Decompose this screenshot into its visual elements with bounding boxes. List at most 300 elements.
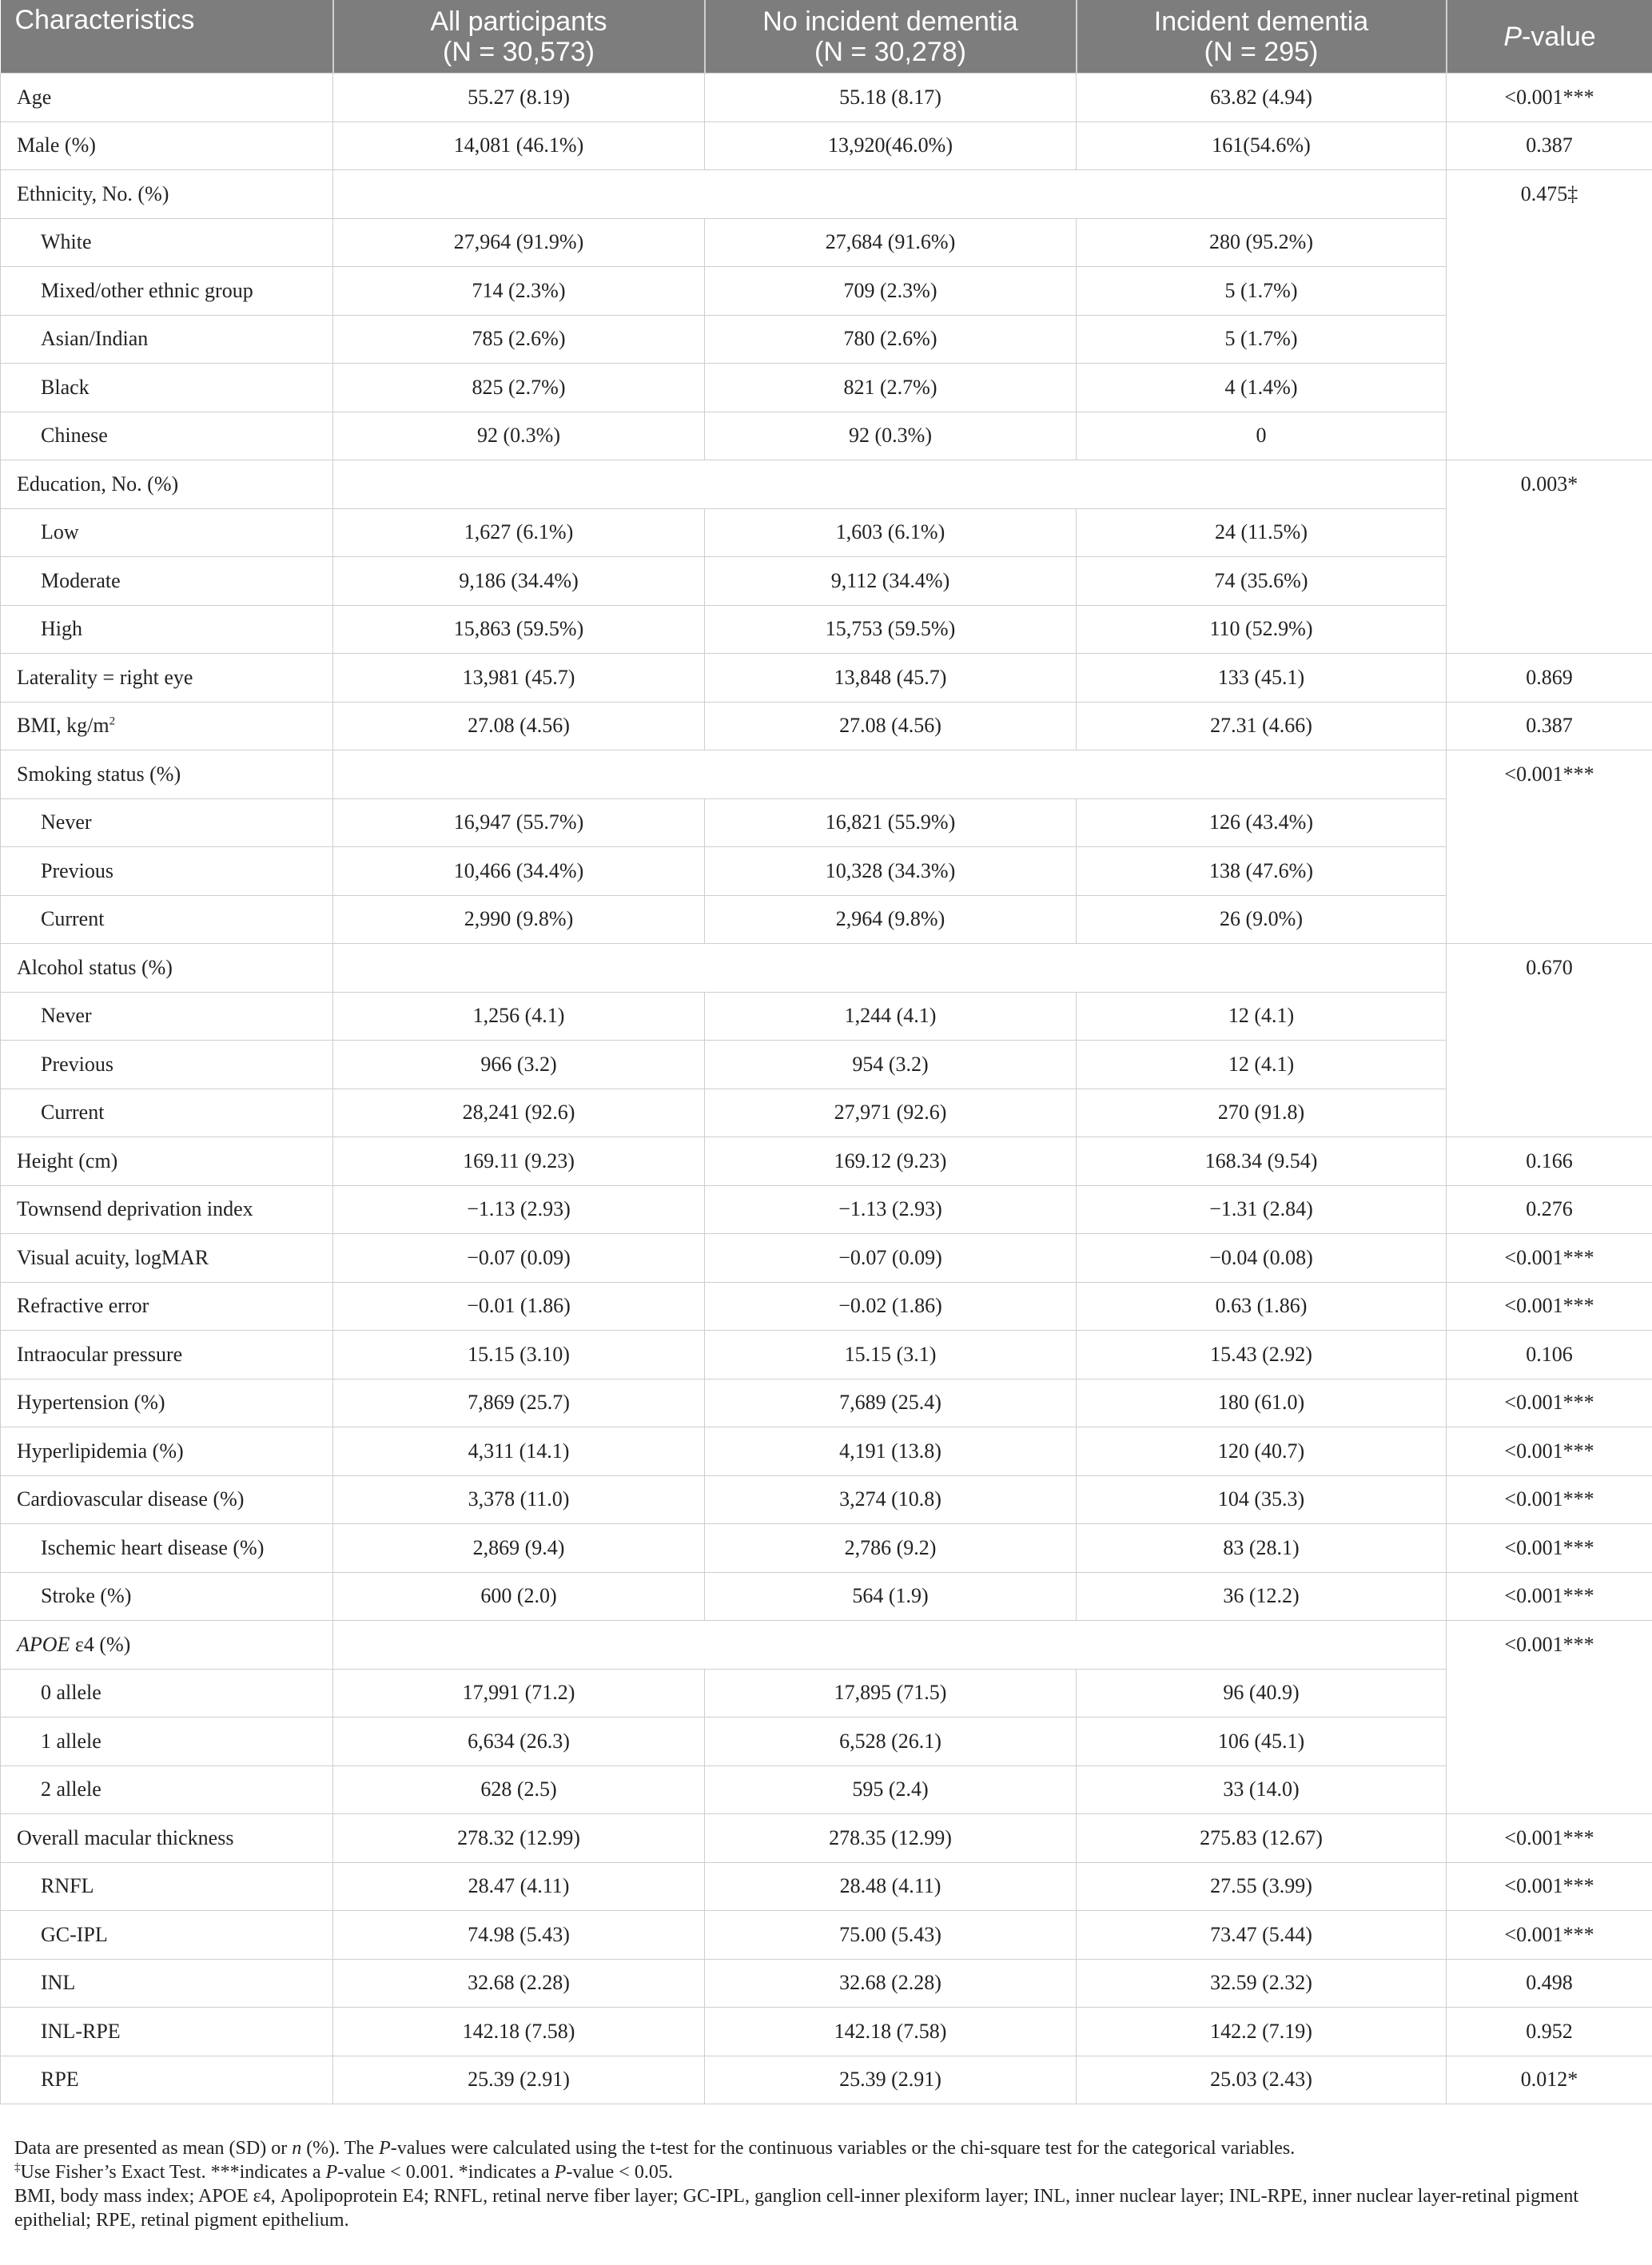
cell-incident-dementia: 280 (95.2%) <box>1077 218 1447 267</box>
cell-no-incident-dementia: −0.07 (0.09) <box>705 1234 1077 1283</box>
table-body <box>1 74 1652 2104</box>
row-label-text: RPE <box>41 2068 79 2092</box>
cell-p-value: <0.001*** <box>1447 1814 1652 1863</box>
cell-p-value <box>1447 267 1652 316</box>
row-label <box>1 847 333 896</box>
cell-all-participants: 3,378 (11.0) <box>333 1475 705 1524</box>
cell-all-participants: 966 (3.2) <box>333 1041 705 1089</box>
table-footnotes <box>14 2136 1637 2232</box>
row-label-text: Education, No. (%) <box>17 472 179 496</box>
cell-p-value <box>1447 412 1652 460</box>
row-label <box>1 944 333 993</box>
row-label <box>1 1185 333 1234</box>
row-label-italic: APOE <box>17 1632 70 1656</box>
footnote-2a: Use Fisher’s Exact Test. ***indicates a <box>20 2162 326 2183</box>
cell-incident-dementia: 126 (43.4%) <box>1077 798 1447 847</box>
cell-incident-dementia: 25.03 (2.43) <box>1077 2056 1447 2104</box>
cell-all-participants: −1.13 (2.93) <box>333 1185 705 1234</box>
table-row <box>1 1524 1652 1573</box>
table-row <box>1 218 1652 267</box>
cell-incident-dementia: 104 (35.3) <box>1077 1475 1447 1524</box>
footnote-2c: -value < 0.05. <box>566 2162 673 2183</box>
header-no-incident-n: (N = 30,278) <box>814 36 966 67</box>
row-label <box>1 654 333 703</box>
cell-incident-dementia: 73.47 (5.44) <box>1077 1911 1447 1960</box>
row-label-text: Smoking status (%) <box>17 762 181 786</box>
footnote-2-sup: ‡ <box>14 2161 21 2174</box>
table-row <box>1 1959 1652 2008</box>
cell-p-value: 0.003* <box>1447 460 1652 509</box>
cell-all-participants: 15,863 (59.5%) <box>333 605 705 654</box>
cell-p-value: <0.001*** <box>1447 1524 1652 1573</box>
row-label <box>1 218 333 267</box>
row-label-text: Chinese <box>41 424 108 448</box>
cell-p-value: <0.001*** <box>1447 1475 1652 1524</box>
group-blank-cell <box>333 750 1447 799</box>
row-label <box>1 1765 333 1814</box>
cell-p-value <box>1447 508 1652 557</box>
header-all-participants-title: All participants <box>430 6 607 37</box>
table-row <box>1 74 1652 122</box>
cell-no-incident-dementia: 7,689 (25.4) <box>705 1379 1077 1427</box>
cell-p-value: 0.952 <box>1447 2008 1652 2056</box>
cell-no-incident-dementia: 15.15 (3.1) <box>705 1331 1077 1379</box>
cell-no-incident-dementia: 4,191 (13.8) <box>705 1427 1077 1476</box>
cell-p-value <box>1447 557 1652 606</box>
table-row <box>1 1475 1652 1524</box>
cell-no-incident-dementia: 28.48 (4.11) <box>705 1862 1077 1911</box>
row-label-text: Refractive error <box>17 1294 149 1318</box>
table-row <box>1 2056 1652 2104</box>
cell-incident-dementia: 275.83 (12.67) <box>1077 1814 1447 1863</box>
cell-p-value: 0.498 <box>1447 1959 1652 2008</box>
table-row <box>1 1427 1652 1476</box>
cell-all-participants: 32.68 (2.28) <box>333 1959 705 2008</box>
row-label <box>1 267 333 316</box>
cell-p-value <box>1447 895 1652 944</box>
cell-incident-dementia: 5 (1.7%) <box>1077 267 1447 316</box>
cell-no-incident-dementia: 75.00 (5.43) <box>705 1911 1077 1960</box>
cell-incident-dementia: 24 (11.5%) <box>1077 508 1447 557</box>
row-label-text: High <box>41 617 82 641</box>
cell-incident-dementia: 168.34 (9.54) <box>1077 1137 1447 1186</box>
cell-incident-dementia: 133 (45.1) <box>1077 654 1447 703</box>
table-row <box>1 605 1652 654</box>
row-label <box>1 1959 333 2008</box>
cell-all-participants: 13,981 (45.7) <box>333 654 705 703</box>
row-label-text: Visual acuity, logMAR <box>17 1245 209 1269</box>
cell-incident-dementia: 32.59 (2.32) <box>1077 1959 1447 2008</box>
cell-no-incident-dementia: 169.12 (9.23) <box>705 1137 1077 1186</box>
table-row <box>1 1234 1652 1283</box>
cell-incident-dementia: 36 (12.2) <box>1077 1572 1447 1621</box>
cell-p-value: <0.001*** <box>1447 74 1652 122</box>
cell-no-incident-dementia: 25.39 (2.91) <box>705 2056 1077 2104</box>
cell-all-participants: 9,186 (34.4%) <box>333 557 705 606</box>
row-label <box>1 1137 333 1186</box>
cell-no-incident-dementia: 709 (2.3%) <box>705 267 1077 316</box>
row-label <box>1 74 333 122</box>
cell-incident-dementia: 0.63 (1.86) <box>1077 1282 1447 1331</box>
table-row <box>1 992 1652 1041</box>
row-label-text: 0 allele <box>41 1681 102 1705</box>
cell-all-participants: 628 (2.5) <box>333 1765 705 1814</box>
row-label <box>1 1331 333 1379</box>
row-label-text: 1 allele <box>41 1729 102 1753</box>
cell-all-participants: −0.07 (0.09) <box>333 1234 705 1283</box>
cell-no-incident-dementia: 92 (0.3%) <box>705 412 1077 460</box>
cell-all-participants: 169.11 (9.23) <box>333 1137 705 1186</box>
row-label-text: White <box>41 230 92 254</box>
row-label <box>1 508 333 557</box>
cell-no-incident-dementia: 55.18 (8.17) <box>705 74 1077 122</box>
cell-p-value <box>1447 798 1652 847</box>
cell-incident-dementia: 26 (9.0%) <box>1077 895 1447 944</box>
group-blank-cell <box>333 460 1447 509</box>
cell-all-participants: 6,634 (26.3) <box>333 1718 705 1766</box>
cell-incident-dementia: 120 (40.7) <box>1077 1427 1447 1476</box>
cell-no-incident-dementia: 27,971 (92.6) <box>705 1089 1077 1137</box>
row-label <box>1 1282 333 1331</box>
cell-p-value: 0.106 <box>1447 1331 1652 1379</box>
cell-incident-dementia: 5 (1.7%) <box>1077 315 1447 364</box>
cell-no-incident-dementia: 32.68 (2.28) <box>705 1959 1077 2008</box>
header-all-participants-n: (N = 30,573) <box>443 36 595 67</box>
row-label-text: Never <box>41 810 92 834</box>
cell-p-value: <0.001*** <box>1447 1427 1652 1476</box>
row-label-text: Townsend deprivation index <box>17 1197 253 1221</box>
cell-incident-dementia: 138 (47.6%) <box>1077 847 1447 896</box>
table-row <box>1 508 1652 557</box>
footnote-1n: n <box>292 2138 302 2159</box>
cell-no-incident-dementia: 15,753 (59.5%) <box>705 605 1077 654</box>
cell-p-value <box>1447 992 1652 1041</box>
cell-all-participants: 2,990 (9.8%) <box>333 895 705 944</box>
cell-no-incident-dementia: 9,112 (34.4%) <box>705 557 1077 606</box>
table-row <box>1 895 1652 944</box>
row-label <box>1 750 333 799</box>
cell-p-value <box>1447 1041 1652 1089</box>
cell-incident-dementia: 15.43 (2.92) <box>1077 1331 1447 1379</box>
cell-no-incident-dementia: −1.13 (2.93) <box>705 1185 1077 1234</box>
row-label-text: Mixed/other ethnic group <box>41 278 253 302</box>
cell-all-participants: 278.32 (12.99) <box>333 1814 705 1863</box>
footnote-1a: Data are presented as mean (SD) or <box>14 2138 293 2159</box>
row-label <box>1 364 333 412</box>
cell-no-incident-dementia: 954 (3.2) <box>705 1041 1077 1089</box>
row-label <box>1 1862 333 1911</box>
table-row <box>1 1282 1652 1331</box>
table-row <box>1 364 1652 412</box>
table-row <box>1 1718 1652 1766</box>
cell-p-value: 0.166 <box>1447 1137 1652 1186</box>
row-label-text: INL <box>41 1971 76 1995</box>
row-label <box>1 702 333 750</box>
cell-no-incident-dementia: 16,821 (55.9%) <box>705 798 1077 847</box>
footnote-1b: (%). The <box>301 2138 380 2159</box>
cell-p-value <box>1447 605 1652 654</box>
cell-no-incident-dementia: 278.35 (12.99) <box>705 1814 1077 1863</box>
row-label <box>1 1572 333 1621</box>
cell-p-value: <0.001*** <box>1447 1234 1652 1283</box>
table-row <box>1 1669 1652 1718</box>
row-label <box>1 315 333 364</box>
cell-p-value: 0.387 <box>1447 702 1652 750</box>
cell-all-participants: 2,869 (9.4) <box>333 1524 705 1573</box>
row-label-text: GC-IPL <box>41 1922 108 1946</box>
header-characteristics-text: Characteristics <box>14 5 195 35</box>
cell-incident-dementia: −0.04 (0.08) <box>1077 1234 1447 1283</box>
row-label <box>1 1041 333 1089</box>
cell-no-incident-dementia: 1,603 (6.1%) <box>705 508 1077 557</box>
cell-p-value <box>1447 1765 1652 1814</box>
row-label-sup: 2 <box>109 715 116 728</box>
cell-all-participants: 27,964 (91.9%) <box>333 218 705 267</box>
cell-incident-dementia: 270 (91.8) <box>1077 1089 1447 1137</box>
row-label-text: RNFL <box>41 1874 94 1898</box>
cell-all-participants: 27.08 (4.56) <box>333 702 705 750</box>
cell-all-participants: 714 (2.3%) <box>333 267 705 316</box>
cell-no-incident-dementia: 27.08 (4.56) <box>705 702 1077 750</box>
cell-incident-dementia: 27.31 (4.66) <box>1077 702 1447 750</box>
row-label <box>1 1089 333 1137</box>
row-label-text: Current <box>41 907 105 931</box>
footnote-1c: -values were calculated using the t-test for the continuous variables or the chi-square test for the categorical variables. <box>390 2138 1296 2159</box>
cell-p-value: 0.012* <box>1447 2056 1652 2104</box>
cell-p-value: <0.001*** <box>1447 1862 1652 1911</box>
table-row <box>1 557 1652 606</box>
table-row <box>1 702 1652 750</box>
cell-all-participants: 16,947 (55.7%) <box>333 798 705 847</box>
header-no-incident-dementia <box>705 0 1077 74</box>
row-label <box>1 605 333 654</box>
row-label-text: Laterality = right eye <box>17 665 193 689</box>
table-row <box>1 750 1652 799</box>
header-p-rest: -value <box>1522 21 1596 52</box>
footnote-line-2 <box>14 2160 1637 2184</box>
row-label <box>1 1911 333 1960</box>
cell-incident-dementia: 33 (14.0) <box>1077 1765 1447 1814</box>
table-row <box>1 267 1652 316</box>
cell-all-participants: 74.98 (5.43) <box>333 1911 705 1960</box>
row-label-text: Current <box>41 1101 105 1125</box>
cell-no-incident-dementia: 10,328 (34.3%) <box>705 847 1077 896</box>
row-label-text: Ischemic heart disease (%) <box>41 1535 265 1559</box>
header-p-italic: P <box>1503 21 1523 52</box>
header-incident-n: (N = 295) <box>1204 36 1319 67</box>
row-label <box>1 1814 333 1863</box>
header-all-participants <box>333 0 705 74</box>
cell-no-incident-dementia: 2,964 (9.8%) <box>705 895 1077 944</box>
cell-incident-dementia: 12 (4.1) <box>1077 1041 1447 1089</box>
table-row <box>1 170 1652 219</box>
cell-no-incident-dementia: 1,244 (4.1) <box>705 992 1077 1041</box>
row-label <box>1 2008 333 2056</box>
table-row <box>1 1379 1652 1427</box>
table-row <box>1 944 1652 993</box>
row-label-text: Age <box>17 85 52 109</box>
cell-incident-dementia: 110 (52.9%) <box>1077 605 1447 654</box>
cell-all-participants: 7,869 (25.7) <box>333 1379 705 1427</box>
cell-incident-dementia: −1.31 (2.84) <box>1077 1185 1447 1234</box>
cell-p-value <box>1447 218 1652 267</box>
cell-no-incident-dementia: 3,274 (10.8) <box>705 1475 1077 1524</box>
cell-all-participants: 92 (0.3%) <box>333 412 705 460</box>
table-row <box>1 1911 1652 1960</box>
table-header <box>1 0 1652 74</box>
footnote-1p: P <box>379 2138 391 2159</box>
table-row <box>1 1572 1652 1621</box>
header-no-incident-title: No incident dementia <box>762 6 1018 37</box>
table-row <box>1 1765 1652 1814</box>
cell-incident-dementia: 12 (4.1) <box>1077 992 1447 1041</box>
row-label <box>1 412 333 460</box>
cell-all-participants: 825 (2.7%) <box>333 364 705 412</box>
cell-no-incident-dementia: 27,684 (91.6%) <box>705 218 1077 267</box>
cell-all-participants: 14,081 (46.1%) <box>333 121 705 170</box>
cell-p-value <box>1447 1089 1652 1137</box>
cell-p-value: <0.001*** <box>1447 1379 1652 1427</box>
cell-incident-dementia: 74 (35.6%) <box>1077 557 1447 606</box>
row-label <box>1 1234 333 1283</box>
table-row <box>1 460 1652 509</box>
row-label <box>1 1427 333 1476</box>
cell-all-participants: 10,466 (34.4%) <box>333 847 705 896</box>
row-label <box>1 1379 333 1427</box>
footnote-2b: -value < 0.001. *indicates a <box>337 2162 555 2183</box>
cell-incident-dementia: 96 (40.9) <box>1077 1669 1447 1718</box>
row-label <box>1 2056 333 2104</box>
cell-no-incident-dementia: 13,848 (45.7) <box>705 654 1077 703</box>
row-label <box>1 895 333 944</box>
row-label-text: Never <box>41 1004 92 1028</box>
table-row <box>1 412 1652 460</box>
table-row <box>1 798 1652 847</box>
cell-p-value: <0.001*** <box>1447 1572 1652 1621</box>
footnote-2p2: P <box>554 2162 567 2183</box>
cell-p-value: <0.001*** <box>1447 1621 1652 1670</box>
cell-incident-dementia: 180 (61.0) <box>1077 1379 1447 1427</box>
header-p-value <box>1447 0 1652 74</box>
group-blank-cell <box>333 944 1447 993</box>
cell-all-participants: 28.47 (4.11) <box>333 1862 705 1911</box>
cell-incident-dementia: 63.82 (4.94) <box>1077 74 1447 122</box>
header-incident-dementia <box>1077 0 1447 74</box>
row-label-text: 2 allele <box>41 1777 102 1801</box>
cell-p-value: <0.001*** <box>1447 1282 1652 1331</box>
table-row <box>1 1185 1652 1234</box>
row-label <box>1 170 333 219</box>
cell-p-value: 0.869 <box>1447 654 1652 703</box>
cell-incident-dementia: 161(54.6%) <box>1077 121 1447 170</box>
cell-p-value <box>1447 364 1652 412</box>
header-incident-title: Incident dementia <box>1153 6 1369 37</box>
cell-no-incident-dementia: 13,920(46.0%) <box>705 121 1077 170</box>
row-label <box>1 557 333 606</box>
cell-all-participants: 4,311 (14.1) <box>333 1427 705 1476</box>
table-row <box>1 1089 1652 1137</box>
cell-all-participants: 17,991 (71.2) <box>333 1669 705 1718</box>
row-label <box>1 1475 333 1524</box>
cell-p-value: 0.475‡ <box>1447 170 1652 219</box>
row-label <box>1 1524 333 1573</box>
cell-no-incident-dementia: 6,528 (26.1) <box>705 1718 1077 1766</box>
cell-p-value <box>1447 1718 1652 1766</box>
row-label-text: Height (cm) <box>17 1148 118 1172</box>
cell-all-participants: 1,256 (4.1) <box>333 992 705 1041</box>
cell-all-participants: 28,241 (92.6) <box>333 1089 705 1137</box>
row-label <box>1 1669 333 1718</box>
row-label-text: Previous <box>41 1052 113 1076</box>
table-row <box>1 654 1652 703</box>
table-row <box>1 121 1652 170</box>
cell-p-value <box>1447 1669 1652 1718</box>
cell-no-incident-dementia: 17,895 (71.5) <box>705 1669 1077 1718</box>
cell-incident-dementia: 83 (28.1) <box>1077 1524 1447 1573</box>
group-blank-cell <box>333 1621 1447 1670</box>
table-row <box>1 1041 1652 1089</box>
row-label <box>1 798 333 847</box>
table-row <box>1 1137 1652 1186</box>
row-label-text: Hyperlipidemia (%) <box>17 1439 184 1463</box>
row-label-text: Stroke (%) <box>41 1584 132 1608</box>
row-label-text: Overall macular thickness <box>17 1825 234 1849</box>
row-label-text: Intraocular pressure <box>17 1342 183 1366</box>
table-row <box>1 847 1652 896</box>
cell-no-incident-dementia: 564 (1.9) <box>705 1572 1077 1621</box>
table-row <box>1 1331 1652 1379</box>
row-label <box>1 121 333 170</box>
cell-incident-dementia: 106 (45.1) <box>1077 1718 1447 1766</box>
row-label-text: Ethnicity, No. (%) <box>17 181 169 205</box>
cell-p-value: 0.387 <box>1447 121 1652 170</box>
cell-incident-dementia: 4 (1.4%) <box>1077 364 1447 412</box>
header-characteristics <box>1 0 333 74</box>
cell-all-participants: 1,627 (6.1%) <box>333 508 705 557</box>
table-row <box>1 1862 1652 1911</box>
cell-p-value <box>1447 847 1652 896</box>
cell-no-incident-dementia: 142.18 (7.58) <box>705 2008 1077 2056</box>
footnote-line-1 <box>14 2136 1637 2160</box>
row-label-rest: ε4 (%) <box>70 1632 131 1656</box>
row-label-text: BMI, kg/m <box>17 714 109 738</box>
row-label-text: Low <box>41 520 79 544</box>
row-label-text: Male (%) <box>17 133 96 157</box>
row-label-text: Hypertension (%) <box>17 1391 165 1415</box>
cell-no-incident-dementia: 595 (2.4) <box>705 1765 1077 1814</box>
row-label-text: Asian/Indian <box>41 327 149 351</box>
footnote-2p1: P <box>325 2162 338 2183</box>
cell-no-incident-dementia: 2,786 (9.2) <box>705 1524 1077 1573</box>
cell-incident-dementia: 142.2 (7.19) <box>1077 2008 1447 2056</box>
table-row <box>1 1621 1652 1670</box>
cell-no-incident-dementia: 821 (2.7%) <box>705 364 1077 412</box>
row-label <box>1 992 333 1041</box>
cell-p-value <box>1447 315 1652 364</box>
row-label <box>1 1718 333 1766</box>
table-row <box>1 315 1652 364</box>
row-label-text: Previous <box>41 858 113 882</box>
row-label-text: Black <box>41 375 90 399</box>
cell-all-participants: −0.01 (1.86) <box>333 1282 705 1331</box>
cell-no-incident-dementia: −0.02 (1.86) <box>705 1282 1077 1331</box>
group-blank-cell <box>333 170 1447 219</box>
table-row <box>1 2008 1652 2056</box>
row-label-text: Moderate <box>41 568 121 592</box>
table-row <box>1 1814 1652 1863</box>
cell-all-participants: 15.15 (3.10) <box>333 1331 705 1379</box>
row-label-text: Alcohol status (%) <box>17 955 173 979</box>
